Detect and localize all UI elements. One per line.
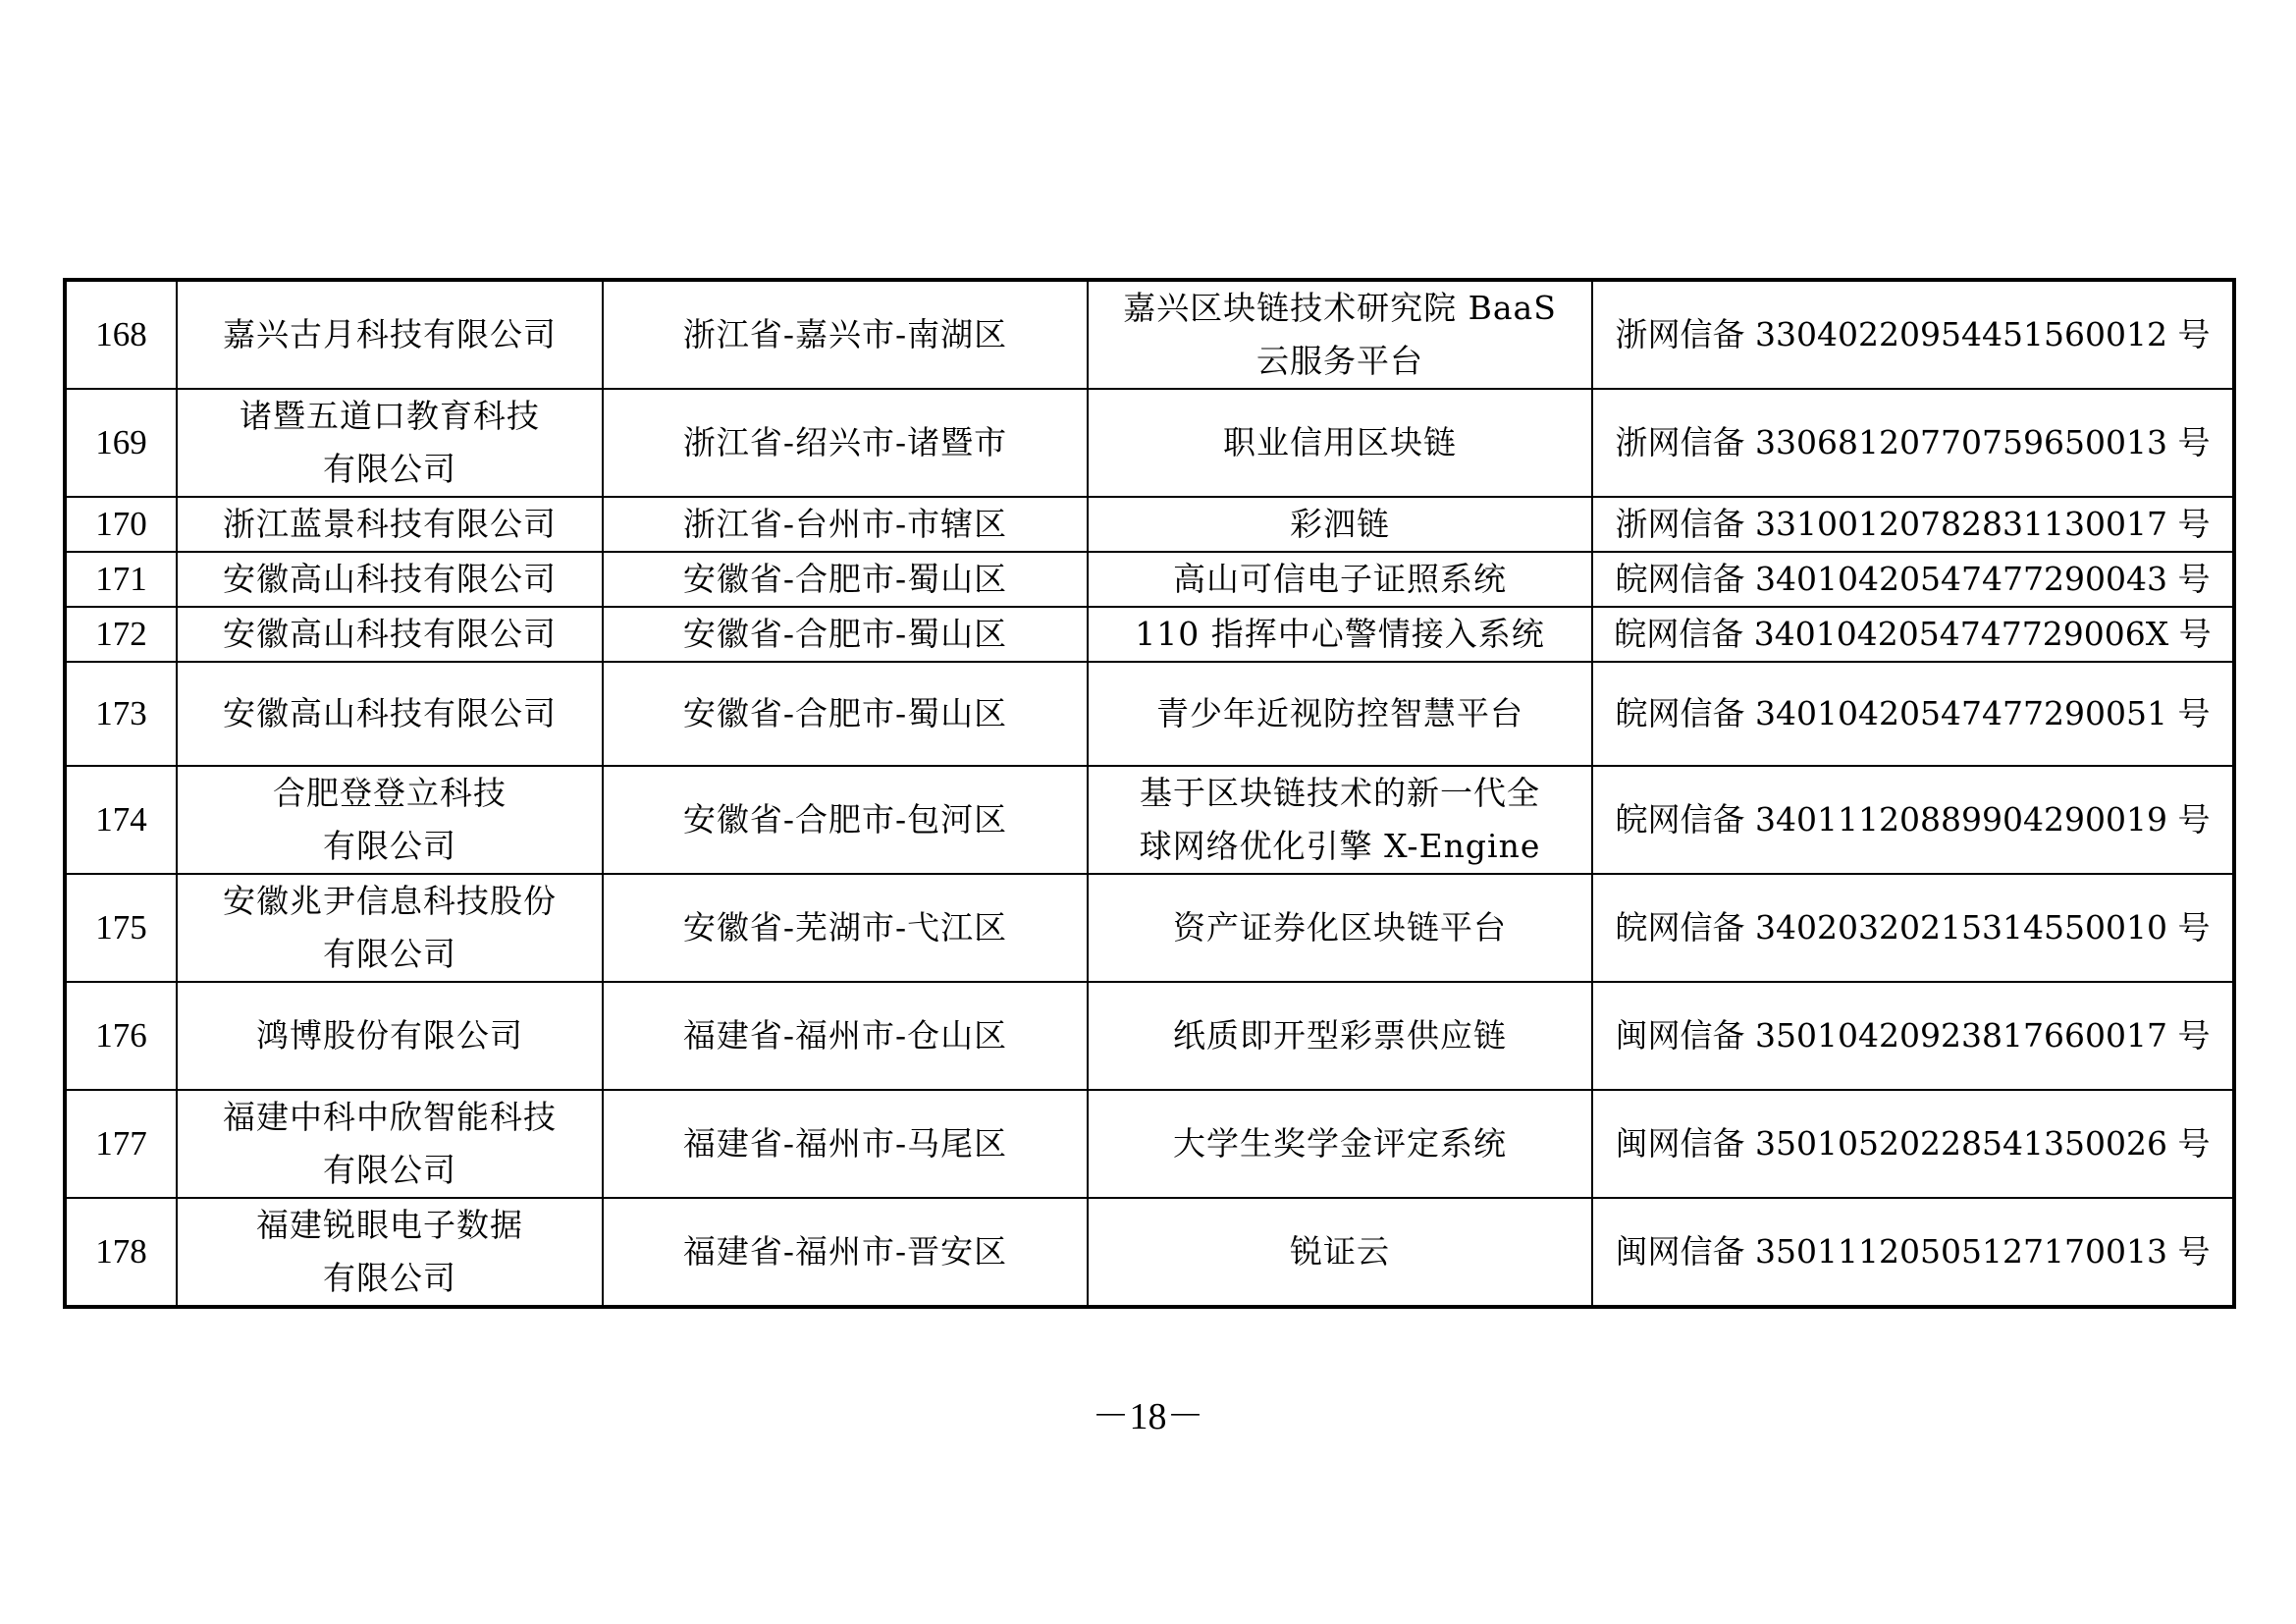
company-name-line: 安徽高山科技有限公司 [223, 615, 557, 653]
company-name-line: 鸿博股份有限公司 [256, 1016, 523, 1055]
company-name-line: 合肥登登立科技 [273, 774, 507, 812]
company-name-line: 嘉兴古月科技有限公司 [223, 315, 557, 353]
record-number: 闽网信备 35010520228541350026 号 [1592, 1090, 2234, 1198]
service-name [1088, 389, 1592, 497]
service-name [1088, 874, 1592, 982]
service-name-line: 大学生奖学金评定系统 [1173, 1124, 1507, 1163]
table-row [65, 552, 2234, 607]
company-name-line: 安徽高山科技有限公司 [223, 560, 557, 598]
company-name [177, 662, 603, 766]
company-name [177, 766, 603, 874]
region: 安徽省-合肥市-蜀山区 [603, 552, 1088, 607]
table-row [65, 389, 2234, 497]
service-name [1088, 1198, 1592, 1307]
row-number: 173 [65, 662, 177, 766]
company-name [177, 280, 603, 389]
row-number: 170 [65, 497, 177, 552]
company-name [177, 874, 603, 982]
record-number: 闽网信备 35010420923817660017 号 [1592, 982, 2234, 1090]
company-name-line: 有限公司 [323, 1151, 456, 1189]
record-number: 皖网信备 34020320215314550010 号 [1592, 874, 2234, 982]
record-number: 闽网信备 35011120505127170013 号 [1592, 1198, 2234, 1307]
service-name-line: 110 指挥中心警情接入系统 [1135, 615, 1545, 653]
service-name [1088, 607, 1592, 662]
service-name-line: 彩泗链 [1290, 505, 1390, 543]
record-number: 浙网信备 33068120770759650013 号 [1592, 389, 2234, 497]
row-number: 168 [65, 280, 177, 389]
company-name-line: 安徽兆尹信息科技股份 [223, 882, 557, 920]
page-number: －18－ [1092, 1396, 1204, 1437]
region: 浙江省-台州市-市辖区 [603, 497, 1088, 552]
region: 浙江省-绍兴市-诸暨市 [603, 389, 1088, 497]
company-name-line: 有限公司 [323, 827, 456, 865]
table-row [65, 1198, 2234, 1307]
company-name-line: 有限公司 [323, 935, 456, 973]
company-name [177, 982, 603, 1090]
service-name-line: 基于区块链技术的新一代全 [1140, 774, 1540, 812]
region: 福建省-福州市-晋安区 [603, 1198, 1088, 1307]
service-name-line: 云服务平台 [1256, 342, 1423, 380]
service-name-line: 球网络优化引擎 X-Engine [1139, 827, 1541, 865]
record-number: 浙网信备 33040220954451560012 号 [1592, 280, 2234, 389]
row-number: 169 [65, 389, 177, 497]
service-name [1088, 497, 1592, 552]
record-number: 皖网信备 34010420547477290043 号 [1592, 552, 2234, 607]
table-row [65, 662, 2234, 766]
table-row [65, 1090, 2234, 1198]
company-name [177, 497, 603, 552]
company-name-line: 诸暨五道口教育科技 [240, 397, 540, 435]
record-number: 皖网信备 3401042054747729006X 号 [1592, 607, 2234, 662]
company-name [177, 389, 603, 497]
row-number: 171 [65, 552, 177, 607]
service-name-line: 资产证券化区块链平台 [1173, 908, 1507, 947]
company-name [177, 607, 603, 662]
service-name-line: 嘉兴区块链技术研究院 BaaS [1123, 289, 1557, 327]
region: 福建省-福州市-马尾区 [603, 1090, 1088, 1198]
service-name-line: 锐证云 [1290, 1232, 1390, 1271]
row-number: 176 [65, 982, 177, 1090]
service-name-line: 高山可信电子证照系统 [1173, 560, 1507, 598]
company-name-line: 有限公司 [323, 1259, 456, 1297]
region: 安徽省-芜湖市-弋江区 [603, 874, 1088, 982]
region: 福建省-福州市-仓山区 [603, 982, 1088, 1090]
record-number: 皖网信备 34011120889904290019 号 [1592, 766, 2234, 874]
table-row [65, 280, 2234, 389]
table-row [65, 982, 2234, 1090]
region: 安徽省-合肥市-包河区 [603, 766, 1088, 874]
service-name-line: 职业信用区块链 [1223, 423, 1457, 461]
service-name [1088, 1090, 1592, 1198]
table-row [65, 766, 2234, 874]
region: 安徽省-合肥市-蜀山区 [603, 607, 1088, 662]
company-name [177, 1090, 603, 1198]
service-name [1088, 552, 1592, 607]
table-row [65, 497, 2234, 552]
company-name-line: 安徽高山科技有限公司 [223, 694, 557, 732]
row-number: 177 [65, 1090, 177, 1198]
service-name-line: 青少年近视防控智慧平台 [1156, 694, 1523, 732]
service-name-line: 纸质即开型彩票供应链 [1173, 1016, 1507, 1055]
service-name [1088, 280, 1592, 389]
record-number: 浙网信备 33100120782831130017 号 [1592, 497, 2234, 552]
company-name-line: 有限公司 [323, 450, 456, 488]
company-name-line: 福建锐眼电子数据 [256, 1206, 523, 1244]
row-number: 175 [65, 874, 177, 982]
company-name-line: 福建中科中欣智能科技 [223, 1098, 557, 1136]
service-name [1088, 982, 1592, 1090]
row-number: 174 [65, 766, 177, 874]
service-name [1088, 766, 1592, 874]
row-number: 172 [65, 607, 177, 662]
company-name-line: 浙江蓝景科技有限公司 [223, 505, 557, 543]
company-name [177, 1198, 603, 1307]
region: 安徽省-合肥市-蜀山区 [603, 662, 1088, 766]
record-number: 皖网信备 34010420547477290051 号 [1592, 662, 2234, 766]
company-name [177, 552, 603, 607]
row-number: 178 [65, 1198, 177, 1307]
service-name [1088, 662, 1592, 766]
table-row [65, 607, 2234, 662]
table-row [65, 874, 2234, 982]
registry-table [63, 278, 2236, 1309]
region: 浙江省-嘉兴市-南湖区 [603, 280, 1088, 389]
